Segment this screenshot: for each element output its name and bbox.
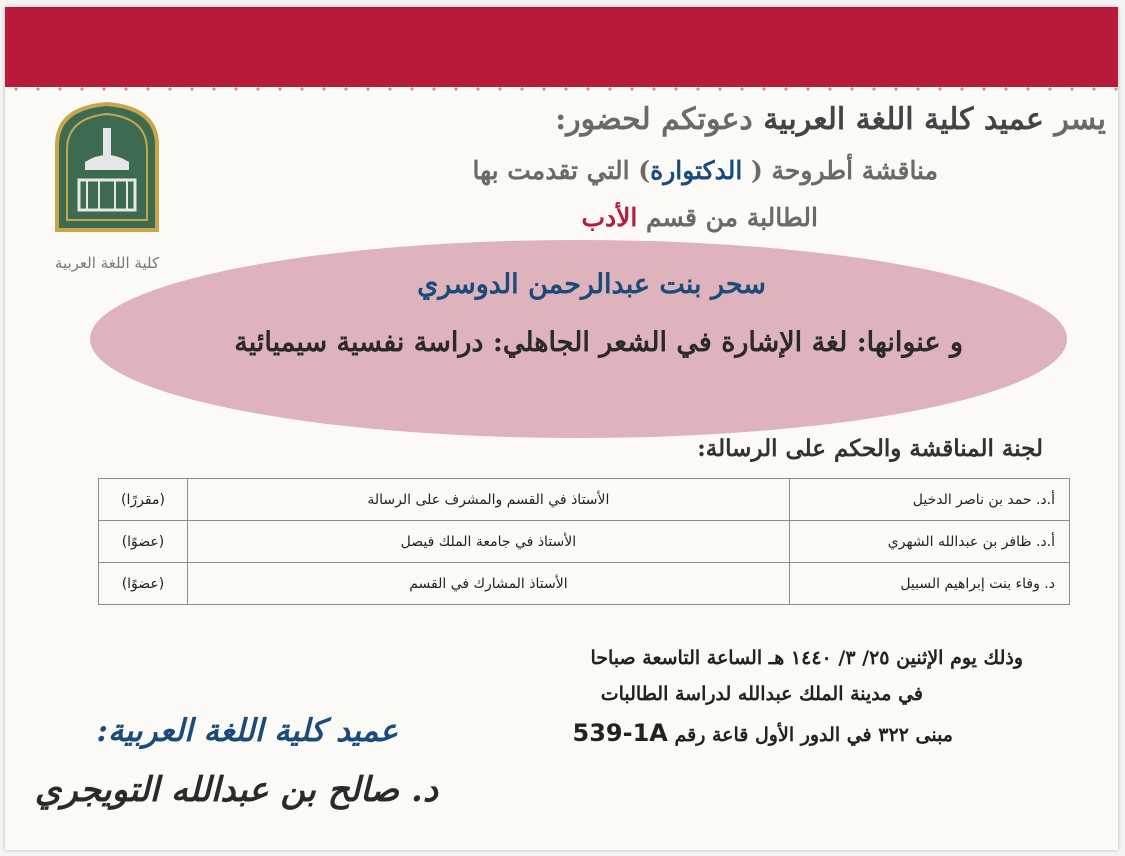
- member-position: الأستاذ في القسم والمشرف على الرسالة: [187, 479, 789, 521]
- invitation-page: [5, 7, 1118, 850]
- table-row: [99, 479, 1070, 521]
- member-role: (مقررًا): [99, 479, 188, 521]
- room-number: 539-1A: [572, 719, 668, 747]
- defense-prefix: مناقشة أطروحة (: [742, 156, 938, 185]
- dean-college-title: عميد كلية اللغة العربية: [763, 102, 1044, 137]
- member-position: الأستاذ المشارك في القسم: [187, 563, 789, 605]
- dean-name: د. صالح بن عبدالله التويجري: [34, 770, 438, 810]
- degree-label: الدكتوارة: [650, 156, 743, 185]
- table-row: [99, 521, 1070, 563]
- banner-lace-border: [5, 77, 1118, 95]
- intro-suffix: دعوتكم لحضور:: [555, 102, 764, 137]
- defense-venue: في مدينة الملك عبدالله لدراسة الطالبات: [600, 683, 923, 705]
- table-row: [99, 563, 1070, 605]
- student-prefix: الطالبة من قسم: [637, 203, 818, 232]
- thesis-title: و عنوانها: لغة الإشارة في الشعر الجاهلي: دراسة نفسية سيميائية: [234, 327, 963, 358]
- defense-date: وذلك يوم الإثنين ٢٥/ ٣/ ١٤٤٠ هـ الساعة التاسعة صباحا: [590, 647, 1023, 669]
- committee-heading: لجنة المناقشة والحكم على الرسالة:: [697, 435, 1043, 462]
- university-logo: [47, 100, 167, 285]
- defense-room-line: [573, 719, 953, 747]
- member-role: (عضوًا): [99, 563, 188, 605]
- member-name: أ.د. حمد بن ناصر الدخيل: [789, 479, 1069, 521]
- intro-prefix: يسر: [1043, 102, 1106, 137]
- department-name: الأدب: [581, 203, 638, 232]
- committee-table: [98, 478, 1070, 605]
- member-position: الأستاذ في جامعة الملك فيصل: [187, 521, 789, 563]
- member-name: د. وفاء بنت إبراهيم السبيل: [789, 563, 1069, 605]
- member-name: أ.د. ظافر بن عبدالله الشهري: [789, 521, 1069, 563]
- student-department-line: [581, 203, 818, 232]
- defense-line: [472, 156, 938, 185]
- dean-title: عميد كلية اللغة العربية:: [96, 713, 398, 749]
- defense-suffix: ) التي تقدمت بها: [472, 156, 651, 185]
- top-banner: [5, 7, 1118, 87]
- member-role: (عضوًا): [99, 521, 188, 563]
- student-name: سحر بنت عبدالرحمن الدوسري: [417, 269, 766, 300]
- building-text: مبنى ٣٢٢ في الدور الأول قاعة رقم: [667, 724, 953, 746]
- invitation-intro: [555, 102, 1106, 137]
- logo-caption: كلية اللغة العربية: [54, 254, 160, 272]
